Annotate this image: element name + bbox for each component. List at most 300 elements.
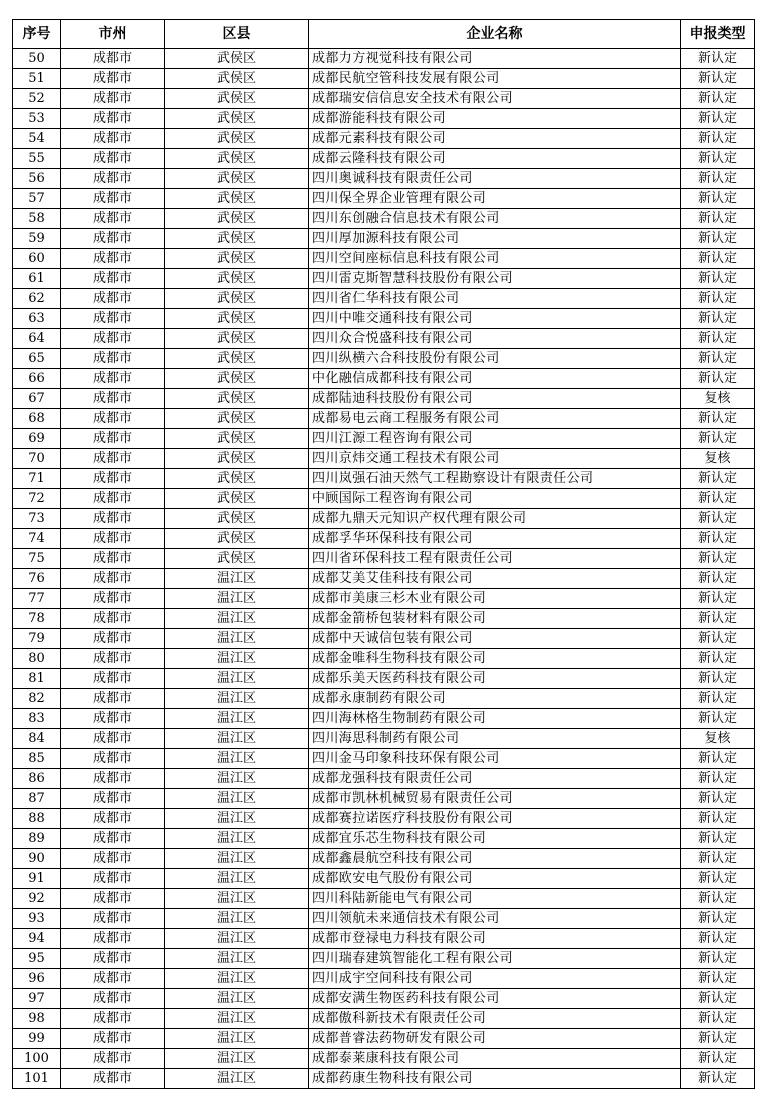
district-cell: 武侯区 — [165, 469, 309, 489]
application-type-cell: 新认定 — [681, 889, 755, 909]
city-cell: 成都市 — [61, 969, 165, 989]
city-cell: 成都市 — [61, 89, 165, 109]
application-type-cell: 新认定 — [681, 309, 755, 329]
district-cell: 武侯区 — [165, 349, 309, 369]
company-name-cell: 四川奥诚科技有限责任公司 — [309, 169, 681, 189]
application-type-cell: 新认定 — [681, 89, 755, 109]
district-cell: 温江区 — [165, 1029, 309, 1049]
application-type-cell: 新认定 — [681, 489, 755, 509]
serial-number-cell: 100 — [13, 1049, 61, 1069]
city-cell: 成都市 — [61, 829, 165, 849]
district-cell: 温江区 — [165, 949, 309, 969]
city-cell: 成都市 — [61, 389, 165, 409]
company-name-cell: 成都市美康三杉木业有限公司 — [309, 589, 681, 609]
table-row — [13, 809, 755, 829]
company-name-cell: 四川科陆新能电气有限公司 — [309, 889, 681, 909]
serial-number-cell: 94 — [13, 929, 61, 949]
city-cell: 成都市 — [61, 209, 165, 229]
company-name-cell: 四川瑞春建筑智能化工程有限公司 — [309, 949, 681, 969]
table-row — [13, 769, 755, 789]
city-cell: 成都市 — [61, 589, 165, 609]
serial-number-cell: 55 — [13, 149, 61, 169]
table-row — [13, 1009, 755, 1029]
application-type-cell: 新认定 — [681, 629, 755, 649]
district-cell: 温江区 — [165, 1009, 309, 1029]
serial-number-cell: 61 — [13, 269, 61, 289]
serial-number-cell: 56 — [13, 169, 61, 189]
application-type-cell: 新认定 — [681, 769, 755, 789]
serial-number-cell: 59 — [13, 229, 61, 249]
serial-number-cell: 54 — [13, 129, 61, 149]
table-row — [13, 209, 755, 229]
application-type-cell: 新认定 — [681, 1049, 755, 1069]
application-type-cell: 新认定 — [681, 1029, 755, 1049]
application-type-cell: 新认定 — [681, 209, 755, 229]
table-row — [13, 549, 755, 569]
application-type-cell: 新认定 — [681, 369, 755, 389]
city-cell: 成都市 — [61, 929, 165, 949]
company-name-cell: 四川雷克斯智慧科技股份有限公司 — [309, 269, 681, 289]
table-row — [13, 969, 755, 989]
company-name-cell: 四川中唯交通科技有限公司 — [309, 309, 681, 329]
city-cell: 成都市 — [61, 709, 165, 729]
serial-number-cell: 68 — [13, 409, 61, 429]
table-row — [13, 829, 755, 849]
application-type-cell: 新认定 — [681, 969, 755, 989]
header-application-type: 申报类型 — [681, 20, 755, 49]
application-type-cell: 新认定 — [681, 229, 755, 249]
application-type-cell: 新认定 — [681, 749, 755, 769]
serial-number-cell: 92 — [13, 889, 61, 909]
city-cell: 成都市 — [61, 1049, 165, 1069]
company-name-cell: 四川省仁华科技有限公司 — [309, 289, 681, 309]
district-cell: 武侯区 — [165, 109, 309, 129]
city-cell: 成都市 — [61, 229, 165, 249]
city-cell: 成都市 — [61, 749, 165, 769]
table-row — [13, 669, 755, 689]
serial-number-cell: 89 — [13, 829, 61, 849]
table-row — [13, 249, 755, 269]
serial-number-cell: 93 — [13, 909, 61, 929]
serial-number-cell: 76 — [13, 569, 61, 589]
serial-number-cell: 87 — [13, 789, 61, 809]
city-cell: 成都市 — [61, 949, 165, 969]
city-cell: 成都市 — [61, 129, 165, 149]
company-name-cell: 成都元素科技有限公司 — [309, 129, 681, 149]
district-cell: 温江区 — [165, 729, 309, 749]
city-cell: 成都市 — [61, 509, 165, 529]
table-row — [13, 1029, 755, 1049]
district-cell: 温江区 — [165, 769, 309, 789]
table-row — [13, 49, 755, 69]
district-cell: 武侯区 — [165, 269, 309, 289]
application-type-cell: 新认定 — [681, 709, 755, 729]
district-cell: 武侯区 — [165, 309, 309, 329]
district-cell: 武侯区 — [165, 289, 309, 309]
serial-number-cell: 77 — [13, 589, 61, 609]
application-type-cell: 新认定 — [681, 289, 755, 309]
company-name-cell: 成都欧安电气股份有限公司 — [309, 869, 681, 889]
district-cell: 武侯区 — [165, 449, 309, 469]
company-name-cell: 四川众合悦盛科技有限公司 — [309, 329, 681, 349]
application-type-cell: 新认定 — [681, 269, 755, 289]
application-type-cell: 新认定 — [681, 929, 755, 949]
district-cell: 武侯区 — [165, 329, 309, 349]
header-row — [13, 20, 755, 49]
company-name-cell: 中顾国际工程咨询有限公司 — [309, 489, 681, 509]
application-type-cell: 新认定 — [681, 909, 755, 929]
table-row — [13, 489, 755, 509]
application-type-cell: 新认定 — [681, 509, 755, 529]
city-cell: 成都市 — [61, 869, 165, 889]
serial-number-cell: 98 — [13, 1009, 61, 1029]
serial-number-cell: 81 — [13, 669, 61, 689]
serial-number-cell: 65 — [13, 349, 61, 369]
table-row — [13, 329, 755, 349]
city-cell: 成都市 — [61, 1029, 165, 1049]
city-cell: 成都市 — [61, 769, 165, 789]
district-cell: 温江区 — [165, 909, 309, 929]
application-type-cell: 新认定 — [681, 669, 755, 689]
table-row — [13, 289, 755, 309]
city-cell: 成都市 — [61, 289, 165, 309]
table-row — [13, 1049, 755, 1069]
table-row — [13, 689, 755, 709]
company-name-cell: 四川金马印象科技环保有限公司 — [309, 749, 681, 769]
table-row — [13, 589, 755, 609]
company-name-cell: 成都易电云商工程服务有限公司 — [309, 409, 681, 429]
district-cell: 武侯区 — [165, 169, 309, 189]
company-name-cell: 成都游能科技有限公司 — [309, 109, 681, 129]
city-cell: 成都市 — [61, 169, 165, 189]
table-row — [13, 89, 755, 109]
table-row — [13, 149, 755, 169]
company-name-cell: 四川纵横六合科技股份有限公司 — [309, 349, 681, 369]
district-cell: 武侯区 — [165, 369, 309, 389]
serial-number-cell: 52 — [13, 89, 61, 109]
city-cell: 成都市 — [61, 189, 165, 209]
application-type-cell: 新认定 — [681, 249, 755, 269]
table-row — [13, 169, 755, 189]
serial-number-cell: 51 — [13, 69, 61, 89]
district-cell: 武侯区 — [165, 529, 309, 549]
serial-number-cell: 74 — [13, 529, 61, 549]
serial-number-cell: 99 — [13, 1029, 61, 1049]
serial-number-cell: 64 — [13, 329, 61, 349]
application-type-cell: 新认定 — [681, 809, 755, 829]
serial-number-cell: 96 — [13, 969, 61, 989]
company-name-cell: 四川东创融合信息技术有限公司 — [309, 209, 681, 229]
district-cell: 温江区 — [165, 789, 309, 809]
city-cell: 成都市 — [61, 409, 165, 429]
city-cell: 成都市 — [61, 369, 165, 389]
company-name-cell: 成都艾美艾佳科技有限公司 — [309, 569, 681, 589]
city-cell: 成都市 — [61, 849, 165, 869]
company-name-cell: 成都傲科新技术有限责任公司 — [309, 1009, 681, 1029]
company-name-cell: 成都鑫晨航空科技有限公司 — [309, 849, 681, 869]
application-type-cell: 新认定 — [681, 569, 755, 589]
district-cell: 武侯区 — [165, 89, 309, 109]
company-name-cell: 成都云隆科技有限公司 — [309, 149, 681, 169]
district-cell: 武侯区 — [165, 489, 309, 509]
table-row — [13, 789, 755, 809]
table-row — [13, 229, 755, 249]
serial-number-cell: 82 — [13, 689, 61, 709]
city-cell: 成都市 — [61, 149, 165, 169]
district-cell: 武侯区 — [165, 509, 309, 529]
company-name-cell: 成都普睿法药物研发有限公司 — [309, 1029, 681, 1049]
company-name-cell: 成都孚华环保科技有限公司 — [309, 529, 681, 549]
header-district: 区县 — [165, 20, 309, 49]
table-row — [13, 629, 755, 649]
district-cell: 温江区 — [165, 869, 309, 889]
application-type-cell: 新认定 — [681, 1009, 755, 1029]
company-name-cell: 四川海林格生物制药有限公司 — [309, 709, 681, 729]
serial-number-cell: 73 — [13, 509, 61, 529]
company-name-cell: 成都金箭桥包装材料有限公司 — [309, 609, 681, 629]
header-serial-number: 序号 — [13, 20, 61, 49]
district-cell: 武侯区 — [165, 229, 309, 249]
header-company-name: 企业名称 — [309, 20, 681, 49]
serial-number-cell: 67 — [13, 389, 61, 409]
table-row — [13, 649, 755, 669]
table-header — [13, 20, 755, 49]
table-row — [13, 749, 755, 769]
company-name-cell: 四川京炜交通工程技术有限公司 — [309, 449, 681, 469]
company-name-cell: 四川江源工程咨询有限公司 — [309, 429, 681, 449]
company-name-cell: 成都赛拉诺医疗科技股份有限公司 — [309, 809, 681, 829]
company-name-cell: 成都安满生物医药科技有限公司 — [309, 989, 681, 1009]
application-type-cell: 复核 — [681, 449, 755, 469]
city-cell: 成都市 — [61, 529, 165, 549]
application-type-cell: 新认定 — [681, 189, 755, 209]
city-cell: 成都市 — [61, 429, 165, 449]
table-row — [13, 449, 755, 469]
company-name-cell: 四川海思科制药有限公司 — [309, 729, 681, 749]
district-cell: 温江区 — [165, 889, 309, 909]
table-row — [13, 709, 755, 729]
city-cell: 成都市 — [61, 649, 165, 669]
application-type-cell: 新认定 — [681, 129, 755, 149]
district-cell: 武侯区 — [165, 549, 309, 569]
serial-number-cell: 53 — [13, 109, 61, 129]
city-cell: 成都市 — [61, 1009, 165, 1029]
district-cell: 温江区 — [165, 969, 309, 989]
application-type-cell: 新认定 — [681, 829, 755, 849]
application-type-cell: 新认定 — [681, 1069, 755, 1089]
application-type-cell: 新认定 — [681, 109, 755, 129]
serial-number-cell: 78 — [13, 609, 61, 629]
company-name-cell: 四川省环保科技工程有限责任公司 — [309, 549, 681, 569]
table-row — [13, 569, 755, 589]
serial-number-cell: 85 — [13, 749, 61, 769]
district-cell: 温江区 — [165, 749, 309, 769]
district-cell: 温江区 — [165, 709, 309, 729]
city-cell: 成都市 — [61, 489, 165, 509]
district-cell: 温江区 — [165, 989, 309, 1009]
serial-number-cell: 71 — [13, 469, 61, 489]
district-cell: 温江区 — [165, 849, 309, 869]
table-row — [13, 349, 755, 369]
table-row — [13, 529, 755, 549]
serial-number-cell: 88 — [13, 809, 61, 829]
serial-number-cell: 58 — [13, 209, 61, 229]
serial-number-cell: 62 — [13, 289, 61, 309]
city-cell: 成都市 — [61, 689, 165, 709]
district-cell: 温江区 — [165, 829, 309, 849]
city-cell: 成都市 — [61, 309, 165, 329]
application-type-cell: 新认定 — [681, 69, 755, 89]
application-type-cell: 新认定 — [681, 949, 755, 969]
district-cell: 武侯区 — [165, 429, 309, 449]
table-row — [13, 609, 755, 629]
district-cell: 武侯区 — [165, 129, 309, 149]
company-name-cell: 成都市凯林机械贸易有限责任公司 — [309, 789, 681, 809]
table-row — [13, 309, 755, 329]
application-type-cell: 新认定 — [681, 989, 755, 1009]
table-row — [13, 889, 755, 909]
table-row — [13, 909, 755, 929]
serial-number-cell: 84 — [13, 729, 61, 749]
serial-number-cell: 72 — [13, 489, 61, 509]
company-name-cell: 四川岚强石油天然气工程勘察设计有限责任公司 — [309, 469, 681, 489]
application-type-cell: 新认定 — [681, 549, 755, 569]
application-type-cell: 新认定 — [681, 169, 755, 189]
serial-number-cell: 91 — [13, 869, 61, 889]
table-row — [13, 369, 755, 389]
company-name-cell: 成都龙强科技有限责任公司 — [309, 769, 681, 789]
table-row — [13, 509, 755, 529]
application-type-cell: 复核 — [681, 389, 755, 409]
serial-number-cell: 86 — [13, 769, 61, 789]
district-cell: 温江区 — [165, 609, 309, 629]
serial-number-cell: 97 — [13, 989, 61, 1009]
district-cell: 武侯区 — [165, 249, 309, 269]
table-row — [13, 469, 755, 489]
serial-number-cell: 95 — [13, 949, 61, 969]
district-cell: 武侯区 — [165, 49, 309, 69]
city-cell: 成都市 — [61, 109, 165, 129]
city-cell: 成都市 — [61, 469, 165, 489]
company-name-cell: 四川厚加源科技有限公司 — [309, 229, 681, 249]
city-cell: 成都市 — [61, 349, 165, 369]
city-cell: 成都市 — [61, 49, 165, 69]
serial-number-cell: 50 — [13, 49, 61, 69]
application-type-cell: 新认定 — [681, 589, 755, 609]
city-cell: 成都市 — [61, 789, 165, 809]
company-name-cell: 四川领航未来通信技术有限公司 — [309, 909, 681, 929]
table-row — [13, 129, 755, 149]
city-cell: 成都市 — [61, 1069, 165, 1089]
company-name-cell: 四川成宇空间科技有限公司 — [309, 969, 681, 989]
district-cell: 温江区 — [165, 1049, 309, 1069]
serial-number-cell: 80 — [13, 649, 61, 669]
company-name-cell: 成都永康制药有限公司 — [309, 689, 681, 709]
district-cell: 温江区 — [165, 669, 309, 689]
application-type-cell: 新认定 — [681, 329, 755, 349]
table-row — [13, 729, 755, 749]
table-row — [13, 929, 755, 949]
district-cell: 武侯区 — [165, 389, 309, 409]
table-row — [13, 949, 755, 969]
company-name-cell: 成都药康生物科技有限公司 — [309, 1069, 681, 1089]
table-row — [13, 109, 755, 129]
company-name-cell: 成都力方视觉科技有限公司 — [309, 49, 681, 69]
city-cell: 成都市 — [61, 609, 165, 629]
table-row — [13, 429, 755, 449]
company-name-cell: 成都九鼎天元知识产权代理有限公司 — [309, 509, 681, 529]
district-cell: 武侯区 — [165, 149, 309, 169]
serial-number-cell: 57 — [13, 189, 61, 209]
city-cell: 成都市 — [61, 889, 165, 909]
city-cell: 成都市 — [61, 809, 165, 829]
serial-number-cell: 70 — [13, 449, 61, 469]
company-name-cell: 成都瑞安信信息安全技术有限公司 — [309, 89, 681, 109]
application-type-cell: 新认定 — [681, 409, 755, 429]
serial-number-cell: 63 — [13, 309, 61, 329]
city-cell: 成都市 — [61, 249, 165, 269]
district-cell: 温江区 — [165, 809, 309, 829]
company-name-cell: 成都泰莱康科技有限公司 — [309, 1049, 681, 1069]
company-name-cell: 成都乐美天医药科技有限公司 — [309, 669, 681, 689]
city-cell: 成都市 — [61, 329, 165, 349]
serial-number-cell: 66 — [13, 369, 61, 389]
table-row — [13, 869, 755, 889]
table-row — [13, 849, 755, 869]
header-city: 市州 — [61, 20, 165, 49]
company-name-cell: 四川空间座标信息科技有限公司 — [309, 249, 681, 269]
district-cell: 温江区 — [165, 1069, 309, 1089]
application-type-cell: 新认定 — [681, 429, 755, 449]
city-cell: 成都市 — [61, 549, 165, 569]
application-type-cell: 新认定 — [681, 789, 755, 809]
serial-number-cell: 83 — [13, 709, 61, 729]
district-cell: 武侯区 — [165, 189, 309, 209]
table-body — [13, 49, 755, 1089]
city-cell: 成都市 — [61, 629, 165, 649]
company-name-cell: 成都宜乐芯生物科技有限公司 — [309, 829, 681, 849]
table-row — [13, 389, 755, 409]
application-type-cell: 新认定 — [681, 689, 755, 709]
serial-number-cell: 60 — [13, 249, 61, 269]
serial-number-cell: 69 — [13, 429, 61, 449]
enterprise-table — [12, 19, 755, 1089]
table-row — [13, 69, 755, 89]
application-type-cell: 复核 — [681, 729, 755, 749]
company-name-cell: 四川保全界企业管理有限公司 — [309, 189, 681, 209]
application-type-cell: 新认定 — [681, 469, 755, 489]
district-cell: 武侯区 — [165, 69, 309, 89]
district-cell: 温江区 — [165, 569, 309, 589]
city-cell: 成都市 — [61, 729, 165, 749]
table-row — [13, 409, 755, 429]
company-name-cell: 成都金唯科生物科技有限公司 — [309, 649, 681, 669]
company-name-cell: 成都中天诚信包装有限公司 — [309, 629, 681, 649]
district-cell: 温江区 — [165, 629, 309, 649]
application-type-cell: 新认定 — [681, 849, 755, 869]
serial-number-cell: 90 — [13, 849, 61, 869]
company-name-cell: 成都陆迪科技股份有限公司 — [309, 389, 681, 409]
city-cell: 成都市 — [61, 909, 165, 929]
district-cell: 温江区 — [165, 929, 309, 949]
application-type-cell: 新认定 — [681, 529, 755, 549]
application-type-cell: 新认定 — [681, 149, 755, 169]
application-type-cell: 新认定 — [681, 869, 755, 889]
company-name-cell: 成都民航空管科技发展有限公司 — [309, 69, 681, 89]
district-cell: 武侯区 — [165, 409, 309, 429]
district-cell: 温江区 — [165, 649, 309, 669]
table-row — [13, 189, 755, 209]
